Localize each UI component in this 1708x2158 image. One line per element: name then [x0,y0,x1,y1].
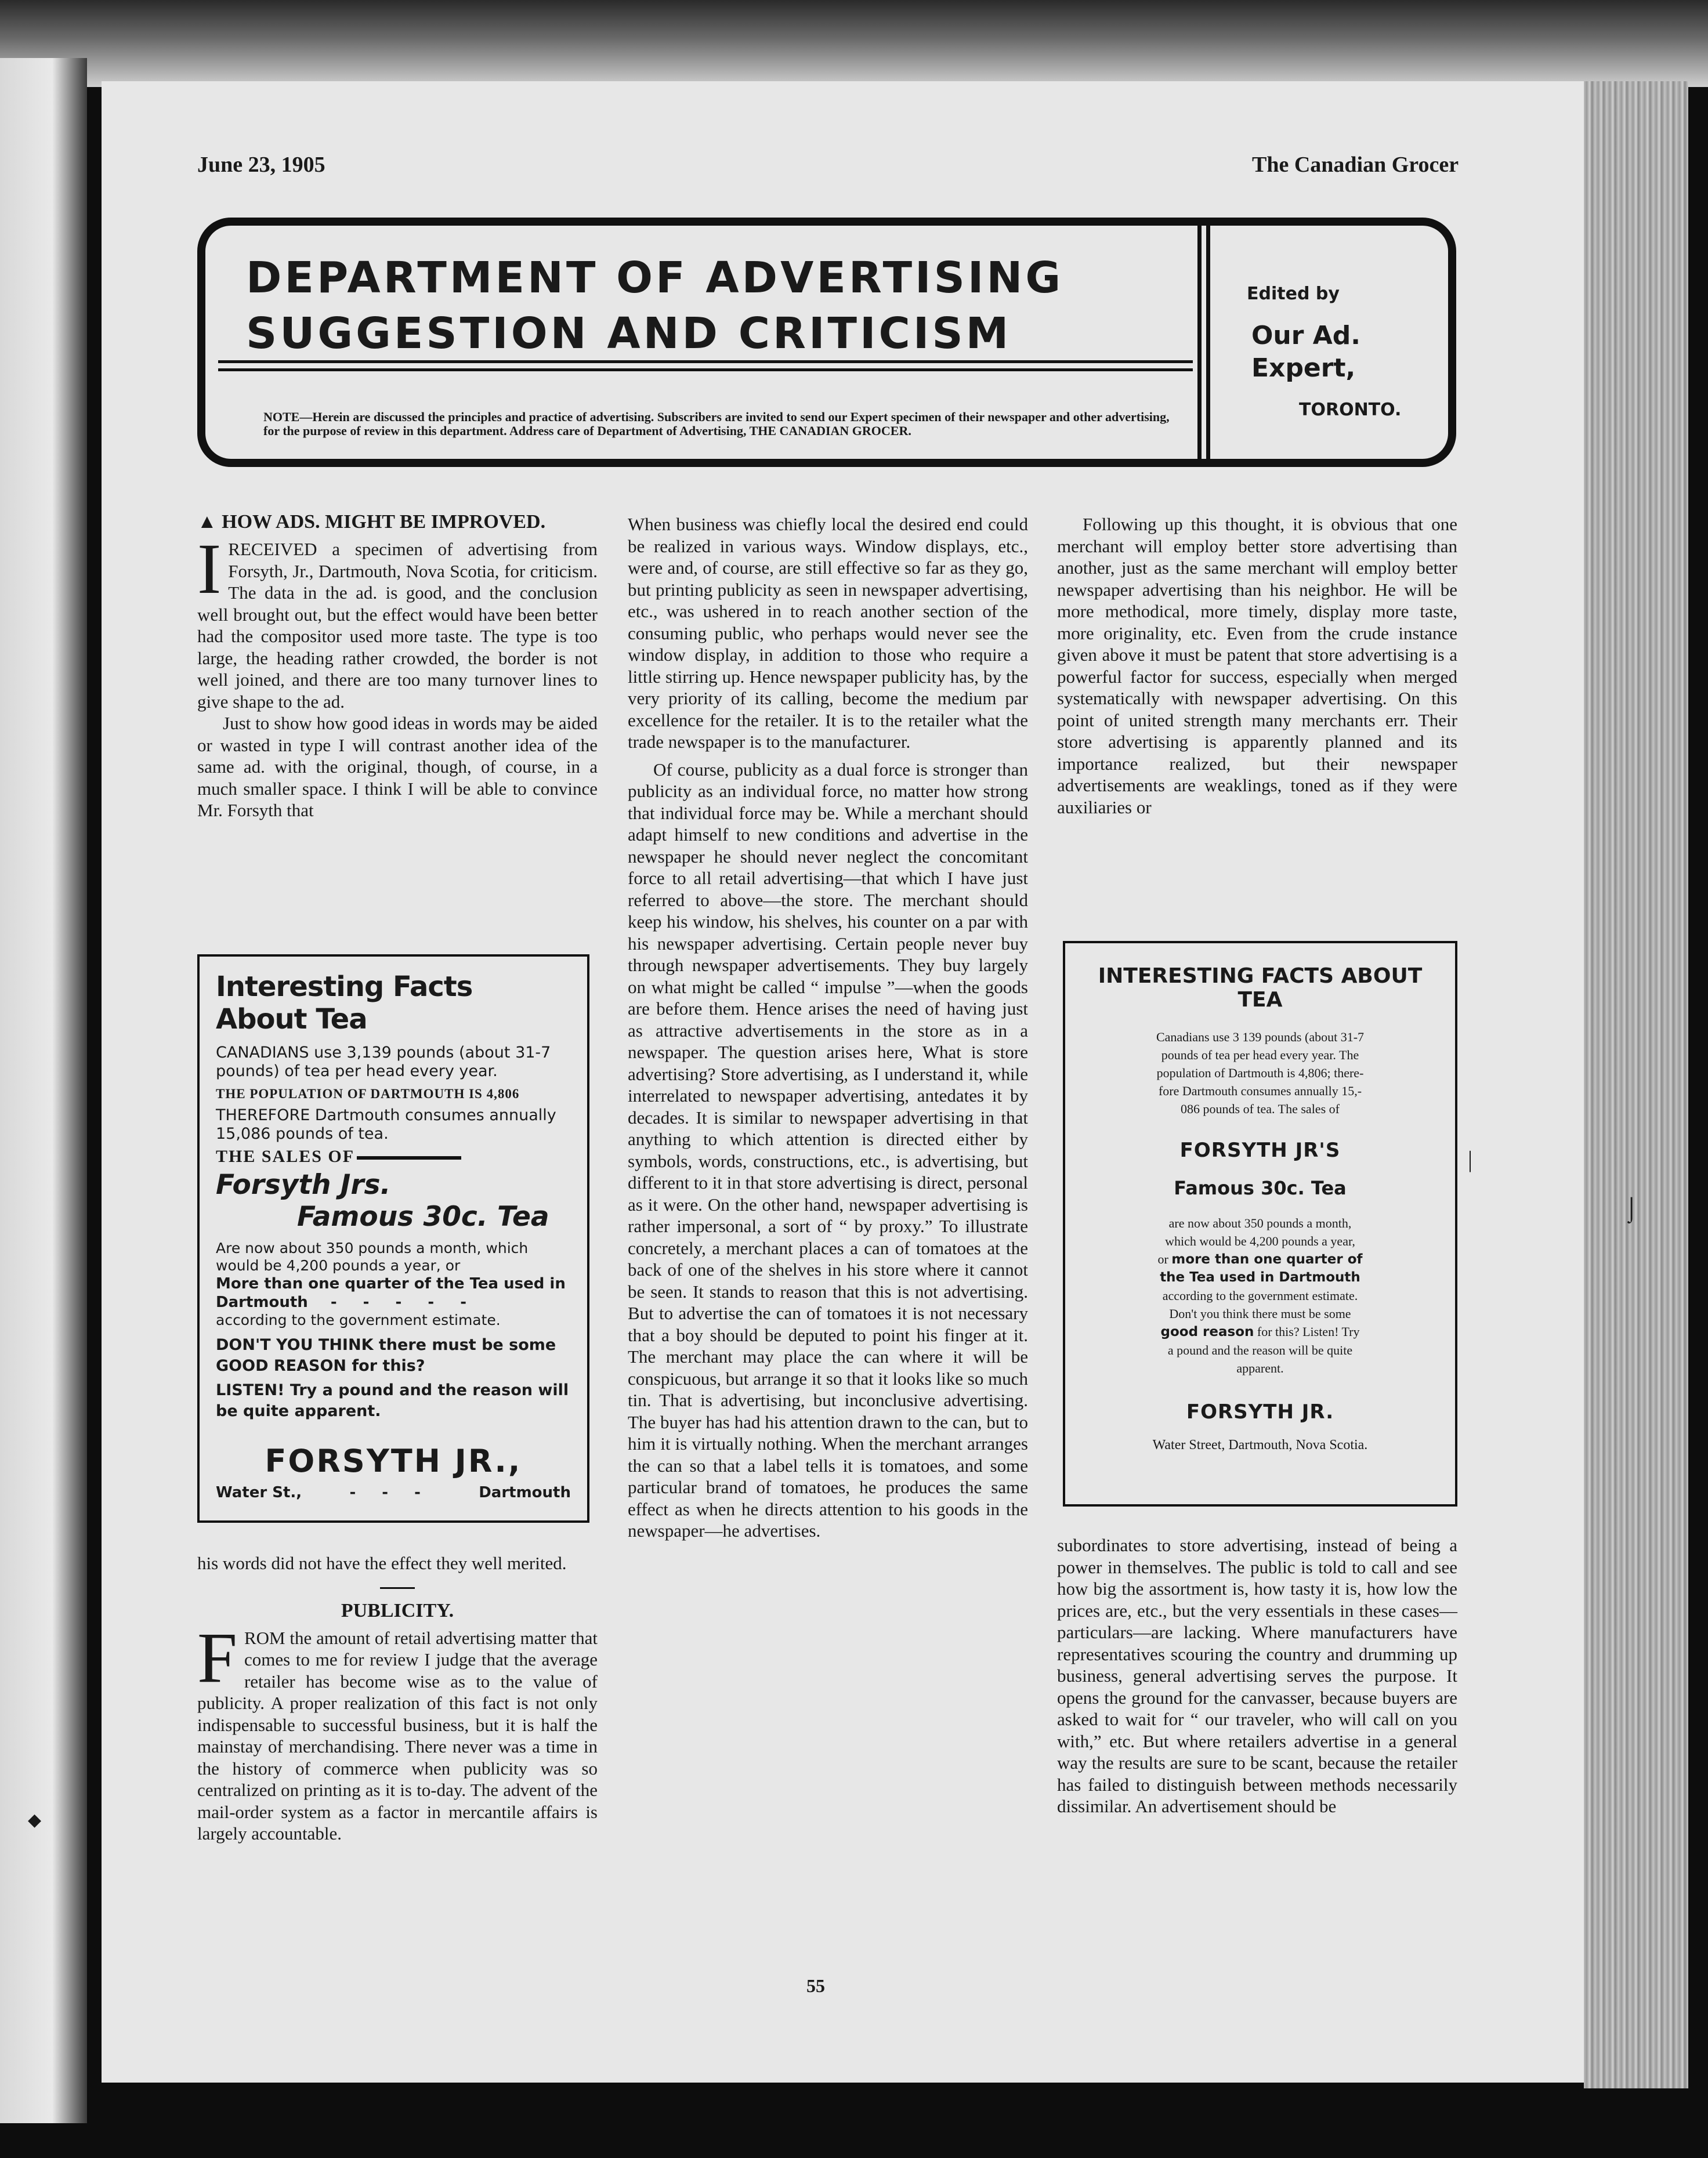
article-text: ROM the amount of retail advertising matter that comes to me for review I judge that the average retailer has become wise as to the value of publicity. A proper realization of this fact is not only indispensable to successful business, but it is half the mainstay of merchandising. There never was a time in the history of commerce when publicity was so centralized on printing as it is to-day. The advent of the mail-order system as a factor in mercantile affairs is largely accountable. [197,1627,598,1844]
article-paragraph: Of course, publicity as a dual force is stronger than publicity as an individual force, no matter how strong that individual force may be. While a merchant should adapt himself to new conditions and advertise in the newspaper he should never neglect the concomitant force to all retail advertising—that which I have just referred to above—the store. The merchant should keep his window, his shelves, his counter on a par with his newspaper advertising. Certain people never buy through newspaper advertisements. They buy largely on what might be called “ impulse ”—when the goods are before them. Hence arises the need of having just as attractive advertisements in the store as in a newspaper. The question arises here, What is store advertising? Store advertising, as I understand it, while interrelated to newspaper advertising, antedates it by decades. It is similar to newspaper advertising in that anything to which attention is directed either by symbols, words, constructions, etc., is advertising, but different to it in that store advertising is direct, personal as it were. On the other hand, newspaper advertising is rather impersonal, a sort of “ by proxy.” To illustrate concretely, a merchant places a can of tomatoes at the back of one of the shelves in his store where it cannot be seen. It stands to reason that this is not advertising. But to advertise the can of tomatoes it is not necessary that a boy should be deputed to point his finger at it. The merchant may place the can where it will be conspicuous, but arrange it so that it looks like so much tin. That is advertising, but inconclusive advertising. The buyer has had his attention drawn to the can, but to him it is virtually nothing. When the merchant arranges the can so that a label tells it is tomatoes, and some particular brand of tomatoes, he produces the same effect as when he directs attention to his goods in the newspaper—he advertises. [628,759,1028,1541]
ad-line-bold: the Tea used in Dartmouth [1160,1270,1360,1285]
ad-line: 086 pounds of tea. The sales of [1181,1102,1340,1116]
header-rule-bottom [218,368,1193,371]
department-header-box [197,218,1456,467]
ad-address-left: Water St., [216,1484,302,1501]
header-note: NOTE—Herein are discussed the principles and practice of advertising. Subscribers are invited to send our Expert specimen of their newspaper and other advertising, for the purpose of review in this department. Address care of Department of Advertising, THE CANADIAN GROCER. [263,410,1170,438]
department-title [246,250,1186,361]
ad-line: Canadians use 3 139 pounds (about 31-7 [1156,1030,1365,1044]
column-1-bottom [197,1552,598,1845]
ad-brand-name: FORSYTH JR'S [1179,1139,1341,1162]
ad-brand-tea: Famous 30c. Tea [297,1201,549,1233]
article-paragraph: Just to show how good ideas in words may be aided or wasted in type I will contrast another idea of the same ad. with the original, though, of course, in a much smaller space. I think I will be able to convince Mr. Forsyth that [197,713,598,820]
ad-title: Interesting Facts About Tea [216,971,473,1035]
ad-line8-pre: or [1157,1252,1168,1266]
ad-line: CANADIANS use 3,139 pounds (about 31-7 pounds) of tea per head every year. [216,1044,551,1080]
ad-line8-bold: more than one quarter of [1171,1252,1363,1267]
original-advertisement [197,954,589,1523]
ad-dashes: - - - - - [330,1294,477,1311]
department-title-line1: DEPARTMENT OF ADVERTISING [246,253,1064,303]
ad-line-bold: DON'T YOU THINK there must be some GOOD REASON for this? [216,1336,556,1375]
article-paragraph [197,1617,598,1845]
ad-title: INTERESTING FACTS ABOUT TEA [1098,964,1423,1012]
section-heading-publicity: PUBLICITY. [341,1599,454,1621]
running-head-date: June 23, 1905 [197,153,325,177]
ad-line: which would be 4,200 pounds a year, [1165,1234,1355,1248]
page-binding-edge [1584,81,1688,2088]
ad-line: apparent. [1236,1361,1284,1375]
ad-address-dashes: - - - [349,1484,431,1501]
section-heading-improved [197,510,598,534]
article-paragraph: When business was chiefly local the desired end could be realized in various ways. Window displays, etc., were and, of course, are still effective so far as they go, but printing publicity as seen in newspaper advertising, etc., was ushered in to reach another section of the consuming public, who perhaps would never see the window display, in addition to those who require a little stirring up. Hence newspaper publicity has, by the very priority of its calling, become the medium par excellence for the retailer. It is to the retailer what the trade newspaper is to the manufacturer. [628,514,1028,752]
ad-line: THE POPULATION OF DARTMOUTH IS 4,806 [216,1087,520,1101]
section-heading-improved-text: HOW ADS. MIGHT BE IMPROVED. [222,511,546,533]
running-head-title: The Canadian Grocer [1252,153,1459,177]
ad-line12-bold: good reason [1160,1324,1254,1339]
ad-firm-name: FORSYTH JR. [1186,1400,1334,1424]
editor-line1: Our Ad. [1251,321,1361,350]
column-3-bottom [1057,1534,1457,1817]
article-paragraph: his words did not have the effect they well merited. [197,1553,567,1573]
editor-city: TORONTO. [1299,400,1402,420]
scan-margin-left [0,58,87,2123]
ad-line12-rest: for this? Listen! Try [1257,1324,1360,1339]
improved-advertisement [1063,941,1457,1507]
scan-shadow-top [0,0,1708,87]
ad-address-right: Dartmouth [479,1484,571,1501]
margin-mark: ⌡ [1624,1196,1639,1222]
pointer-icon: ▲ [197,511,222,533]
ad-brand-name: Forsyth Jrs. [216,1169,391,1201]
margin-mark: ◆ [28,1811,42,1830]
ad-line: Are now about 350 pounds a month, which would be 4,200 pounds a year, or [216,1240,529,1274]
ad-firm-name: FORSYTH JR., [265,1443,522,1479]
column-3-top [1057,513,1457,818]
ad-paragraph [1088,1214,1432,1377]
article-paragraph: Following up this thought, it is obvious that one merchant will employ better store advertising than another, just as the same merchant will employ better newspaper advertising than his neighbor. He will be more methodical, more timely, display more taste, more originality, etc. Even from the crude instance given above it must be patent that store advertising is a powerful factor for success, especially when merged systematically with newspaper advertising. On this point of united strength many merchants err. Their store advertising is apparently planned and its importance realized, but their newspaper advertisements are weaklings, toned as if they were auxiliaries or [1057,514,1457,817]
header-rule-top [218,360,1193,363]
ad-line: according to the government estimate. [216,1312,501,1328]
page-number: 55 [806,1975,825,1996]
ad-line: according to the government estimate. [1162,1288,1358,1303]
ad-sales-line [216,1147,571,1167]
ad-line: population of Dartmouth is 4,806; there- [1156,1066,1364,1080]
arrow-rule [357,1156,461,1160]
editor-name [1251,320,1360,385]
article-paragraph: subordinates to store advertising, instead of being a power in themselves. The public is told to call and see how big the assortment is, how tasty it is, how low the prices are, etc., but the very essentials in these cases—particulars—are lacking. Where manufacturers have representatives scouring the country and drumming up business, general advertising serves the purpose. It opens the ground for the canvasser, because buyers are asked to wait for “ our traveler, who will call on you with,” etc. But where retailers advertise in a general way the results are sure to be scant, because the retailer has failed to distinguish between methods necessarily dissimilar. An advertisement should be [1057,1535,1457,1816]
ad-line: THEREFORE Dartmouth consumes annually 15,086 pounds of tea. [216,1106,556,1143]
ad-line [1088,1250,1432,1269]
ad-line5-text: More than one quarter of the Tea used in Dartmouth [216,1275,566,1311]
editor-line2: Expert, [1251,353,1356,383]
ad-line: pounds of tea per head every year. The [1161,1048,1359,1062]
ad-paragraph [1088,1028,1432,1118]
ad-line: a pound and the reason will be quite [1167,1343,1353,1357]
column-2 [628,513,1028,1542]
section-divider [380,1587,415,1589]
drop-cap: I [197,529,222,609]
ad-line-bold [216,1274,571,1312]
header-divider [1197,226,1210,459]
ad-line: are now about 350 pounds a month, [1168,1216,1352,1230]
margin-mark: | [1468,1146,1473,1172]
column-1-top [197,510,598,821]
ad-line [1088,1323,1432,1341]
article-text: RECEIVED a specimen of advertising from Forsyth, Jr., Dartmouth, Nova Scotia, for criticism. The data in the ad. is good, and the conclusion well brought out, but the effect would have been better had the compositor used more taste. The type is too large, the heading rather crowded, the border is not well joined, and there are too many turnover lines to give shape to the ad. [197,539,598,712]
ad-address [216,1484,571,1501]
ad-address: Water Street, Dartmouth, Nova Scotia. [1152,1438,1368,1453]
article-paragraph [197,529,598,712]
ad-brand-tea: Famous 30c. Tea [1174,1177,1347,1199]
ad-line-bold: LISTEN! Try a pound and the reason will be quite apparent. [216,1381,569,1420]
drop-cap: F [197,1617,237,1697]
department-title-line2: SUGGESTION AND CRITICISM [246,309,1012,359]
ad-line: fore Dartmouth consumes annually 15,- [1158,1084,1362,1098]
ad-sales-text: THE SALES OF [216,1147,355,1166]
ad-line: Don't you think there must be some [1169,1306,1351,1321]
edited-by: Edited by [1247,284,1340,304]
